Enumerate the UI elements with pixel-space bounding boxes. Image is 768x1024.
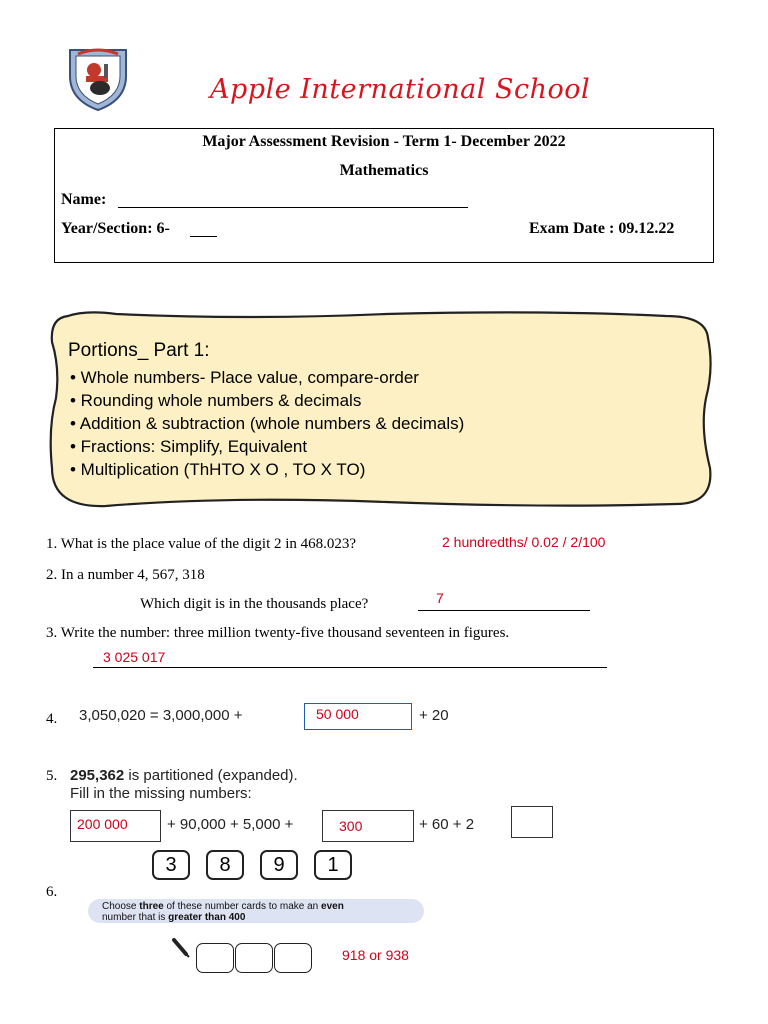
portion-item: • Whole numbers- Place value, compare-order bbox=[70, 368, 419, 387]
portion-item: • Rounding whole numbers & decimals bbox=[70, 391, 362, 410]
empty-answer-box bbox=[511, 806, 553, 838]
question-5-number: 5. bbox=[46, 768, 58, 784]
school-logo bbox=[64, 46, 132, 112]
answer-5b-box bbox=[322, 810, 414, 842]
question-6-instruction: Choose three of these number cards to make an even number that is greater than 400 bbox=[102, 901, 344, 923]
assessment-title: Major Assessment Revision - Term 1- December 2022 bbox=[202, 133, 566, 150]
answer-6: 918 or 938 bbox=[342, 947, 409, 963]
answer-card-slot bbox=[274, 943, 312, 973]
answer-5b: 300 bbox=[339, 818, 363, 834]
question-5-line2: Fill in the missing numbers: bbox=[70, 785, 252, 802]
portions-title: Portions_ Part 1: bbox=[68, 340, 210, 361]
expanded-end: + 60 + 2 bbox=[419, 816, 475, 833]
question-2: 2. In a number 4, 567, 318 bbox=[46, 567, 205, 583]
name-field-line bbox=[118, 207, 468, 208]
number-card: 8 bbox=[206, 850, 244, 880]
partitioned-text: is partitioned (expanded). bbox=[124, 767, 298, 784]
answer-2-line bbox=[418, 610, 590, 611]
equation-left: 3,050,020 = 3,000,000 + bbox=[79, 707, 243, 724]
partitioned-number: 295,362 bbox=[70, 767, 125, 784]
answer-card-slot bbox=[196, 943, 234, 973]
year-section-label: Year/Section: 6- bbox=[61, 220, 170, 237]
number-card: 1 bbox=[314, 850, 352, 880]
question-6-number: 6. bbox=[46, 884, 58, 900]
answer-2: 7 bbox=[436, 590, 444, 606]
portion-item: • Multiplication (ThHTO X O , TO X TO) bbox=[70, 460, 366, 479]
name-label: Name: bbox=[61, 191, 107, 208]
pencil-icon bbox=[172, 938, 190, 958]
question-2-sub: Which digit is in the thousands place? bbox=[140, 596, 369, 612]
answer-1: 2 hundredths/ 0.02 / 2/100 bbox=[442, 534, 606, 550]
subject-title: Mathematics bbox=[339, 162, 429, 179]
question-3: 3. Write the number: three million twenty-five thousand seventeen in figures. bbox=[46, 625, 510, 641]
section-field-line bbox=[190, 236, 217, 237]
answer-4: 50 000 bbox=[316, 706, 359, 722]
number-card: 3 bbox=[152, 850, 190, 880]
question-4-number: 4. bbox=[46, 711, 58, 727]
portion-item: • Addition & subtraction (whole numbers & decimals) bbox=[70, 414, 465, 433]
answer-card-slot bbox=[235, 943, 273, 973]
question-5-line1 bbox=[70, 767, 298, 784]
expanded-middle: + 90,000 + 5,000 + bbox=[167, 816, 294, 833]
answer-3: 3 025 017 bbox=[103, 649, 166, 665]
exam-date: Exam Date : 09.12.22 bbox=[529, 220, 675, 237]
answer-5a: 200 000 bbox=[77, 816, 128, 832]
number-card: 9 bbox=[260, 850, 298, 880]
equation-right: + 20 bbox=[419, 707, 449, 724]
portion-item: • Fractions: Simplify, Equivalent bbox=[70, 437, 308, 456]
school-name: Apple International School bbox=[210, 74, 591, 105]
question-1: 1. What is the place value of the digit 2 in 468.023? bbox=[46, 536, 357, 552]
answer-3-line bbox=[93, 667, 607, 668]
